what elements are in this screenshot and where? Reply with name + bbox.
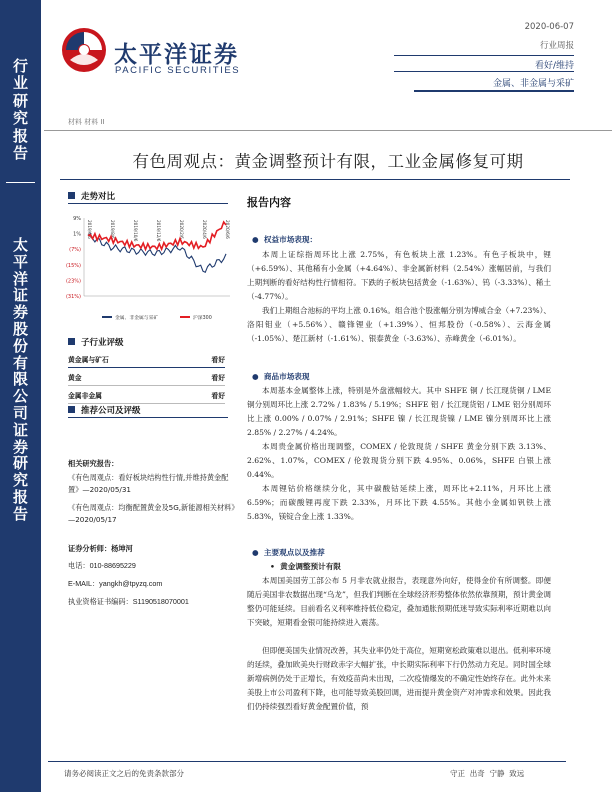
sub-rating-name: 黄金 bbox=[68, 373, 82, 382]
related-item[interactable]: 《有色周观点：看好板块结构性行情,并维持黄金配置》—2020/05/31 bbox=[68, 473, 229, 494]
logo-icon bbox=[60, 26, 108, 74]
x-tick-label: 2019/10/6 bbox=[133, 220, 138, 242]
sec2-paragraph: 本周贵金属价格出现调整，COMEX / 伦敦现货 / SHFE 黄金分别下跌 3.13%、2.62%、1.07%，COMEX / 伦敦现货分别下跌 4.95%、0.06%，SHFE 白银上涨 0.44%。 bbox=[247, 442, 551, 480]
bullet-square-icon bbox=[68, 406, 75, 413]
y-tick-label: (7%) bbox=[69, 247, 81, 254]
footer-disclaimer: 请务必阅读正文之后的免责条款部分 bbox=[64, 769, 184, 778]
related-heading: 相关研究报告： bbox=[68, 459, 119, 468]
sector-name: 金属、非金属与采矿 bbox=[492, 79, 574, 89]
trend-rule bbox=[68, 203, 228, 204]
report-type: 行业周报 bbox=[539, 41, 574, 51]
logo-cn: 太平洋证券 bbox=[114, 42, 239, 68]
analyst-phone: 电话：010-88695229 bbox=[68, 561, 136, 570]
bullet-icon: • bbox=[270, 562, 281, 571]
x-tick-label: 2019/8/6 bbox=[110, 220, 115, 239]
sub-rating-heading: 子行业评级 bbox=[68, 336, 124, 348]
sidebar-divider bbox=[6, 182, 35, 183]
content-heading: 报告内容 bbox=[247, 196, 291, 209]
trend-chart bbox=[62, 208, 238, 328]
x-tick-label: 2019/6/6 bbox=[87, 220, 92, 239]
bullet-square-icon bbox=[68, 338, 75, 345]
sec2-title: ● 商品市场表现 bbox=[252, 372, 310, 381]
y-tick-label: 9% bbox=[73, 216, 81, 222]
footer-motto: 守正 出奇 宁静 致远 bbox=[450, 769, 525, 778]
bullet-icon: ● bbox=[252, 372, 264, 381]
y-tick-label: 1% bbox=[73, 231, 81, 238]
recommend-rule bbox=[68, 417, 228, 418]
analyst-cert: 执业资格证书编码：S1190518070001 bbox=[68, 597, 189, 606]
analyst-heading: 证券分析师：杨坤河 bbox=[68, 544, 133, 553]
x-tick-label: 2019/12/6 bbox=[156, 220, 161, 242]
related-item[interactable]: 《有色周观点：均衡配置黄金及5G,新能源相关材料》—2020/05/17 bbox=[68, 503, 235, 524]
footer-rule bbox=[48, 761, 566, 762]
header-rule bbox=[394, 55, 574, 56]
sec2-paragraph: 本周基本金属整体上涨，特别是外盘涨幅较大。其中 SHFE 铜 / 长江现货铜 / LME 铜分别周环比上涨 2.72% / 1.83% / 5.19%；SHFE 铝 / 长江现货铝 / LME 铝分别周环比上涨 0.00% / 0.07% / 2.91%；SHFE 镍 / 长江现货镍 / LME 镍分别周环比上涨 2.85% / 2.27% / 4.24%。 bbox=[247, 386, 551, 438]
logo-en: PACIFIC SECURITIES bbox=[115, 65, 241, 76]
sidebar-top-label: 行 业 研 究 报 告 bbox=[12, 57, 28, 162]
sidebar-bottom-label: 太 平 洋 证 券 股 份 有 限 公 司 证 券 研 究 报 告 bbox=[12, 236, 28, 523]
sub-rating-value: 看好 bbox=[211, 373, 225, 382]
bullet-icon: ● bbox=[252, 235, 264, 244]
industry-rating: 看好/维持 bbox=[534, 61, 574, 71]
sub-rating-value: 看好 bbox=[211, 391, 225, 400]
title-underline bbox=[60, 179, 570, 180]
recommend-heading: 推荐公司及评级 bbox=[68, 404, 141, 416]
sec1-paragraph: 本周上证综指周环比上涨 2.75%，有色板块上涨 1.23%。有色子板块中，锂（+6.59%）、其他稀有小金属（+4.64%）、非金属新材料（2.54%）涨幅居前，与我们上期判断的看好结构性行情相符。下跌的子板块包括黄金（-1.63%）、钨（-3.33%）、稀土（-4.77%）。 bbox=[247, 250, 551, 302]
sec3-title: ● 主要观点以及推荐 bbox=[252, 548, 325, 557]
x-tick-label: 2020/2/6 bbox=[179, 220, 184, 239]
trend-heading: 走势对比 bbox=[68, 190, 115, 202]
footer bbox=[0, 755, 612, 792]
sub-rating-name: 黄金属与矿石 bbox=[68, 355, 109, 364]
analyst-email[interactable]: E-MAIL：yangkh@tpyzq.com bbox=[68, 579, 163, 588]
x-tick-label: 2020/6/6 bbox=[225, 220, 230, 239]
sec3-subtitle: • 黄金调整预计有限 bbox=[270, 562, 341, 571]
sub-rating-table bbox=[68, 350, 225, 404]
x-tick-label: 2020/4/6 bbox=[202, 220, 207, 239]
sub-rating-row bbox=[68, 386, 225, 404]
bullet-square-icon bbox=[68, 192, 75, 199]
sub-rating-value: 看好 bbox=[211, 355, 225, 364]
report-date: 2020-06-07 bbox=[524, 22, 574, 32]
title-rule bbox=[44, 130, 612, 131]
y-tick-label: (15%) bbox=[65, 262, 81, 269]
bullet-icon: ● bbox=[252, 548, 264, 557]
legend-label: 沪深300 bbox=[193, 316, 212, 321]
header-rule-3 bbox=[414, 90, 574, 92]
sub-rating-row bbox=[68, 350, 225, 368]
sec3-paragraph: 但即便美国失业情况改善，其失业率仍处于高位，短期宽松政策难以退出。低利率环境的延续，叠加欧美央行财政赤字大幅扩张，中长期实际利率下行仍然动力充足。同时国全球新增病例仍处于正增长，有效疫苗尚未出现，二次疫情爆发的不确定性始终存在。此外未来美股上市公司盈利下降，也可能导致美股回调，进而提升黄金资产对冲需求和效果。因此我们仍持续强烈看好黄金配置价值，预 bbox=[247, 646, 551, 712]
y-tick-label: (31%) bbox=[65, 294, 81, 300]
breadcrumb: 材料 材料 II bbox=[68, 118, 105, 126]
sec1-paragraph: 我们上期组合池标的平均上涨 0.16%。组合池个股涨幅分别为博威合金（+7.23%）、洛阳钼业（+5.56%）、赣锋锂业（+1.39%）、恒邦股份（-0.58%）、云海金属（-1.05%）、楚江新材（-1.61%）、银泰黄金（-3.63%）、赤峰黄金（-6.01%）。 bbox=[247, 306, 551, 344]
sub-rating-name: 金属非金属 bbox=[68, 391, 102, 400]
sec3-paragraph: 本周国美国劳工部公布 5 月非农就业报告，表现意外向好，使得金价有所调整。即便随后美国非农数据出现“乌龙”，但我们判断在全球经济形势整体依然依靠预期，预计黄金调整仍可能延续。目前看名义利率维持低位稳定，叠加通胀预期低迷导致实际利率近期难以向下突破，短期看金银可能持续进入震荡。 bbox=[247, 576, 551, 628]
sec1-title: ● 权益市场表现： bbox=[252, 235, 318, 244]
legend-label: 金属、非金属与采矿 bbox=[115, 316, 159, 321]
page-title: 有色周观点：黄金调整预计有限，工业金属修复可期 bbox=[132, 152, 524, 171]
y-tick-label: (23%) bbox=[65, 278, 81, 285]
sub-rating-row bbox=[68, 368, 225, 386]
sec2-paragraph: 本周锂钴价格继续分化，其中碳酸钴延续上涨，周环比+2.11%，月环比上涨 6.59%；而碳酸锂再度下跌 2.33%，月环比下跌 4.55%。其他小金属如钒铁上涨 5.83%，镁锭合金上涨 1.33%。 bbox=[247, 484, 551, 522]
header-rule-2 bbox=[394, 71, 574, 72]
